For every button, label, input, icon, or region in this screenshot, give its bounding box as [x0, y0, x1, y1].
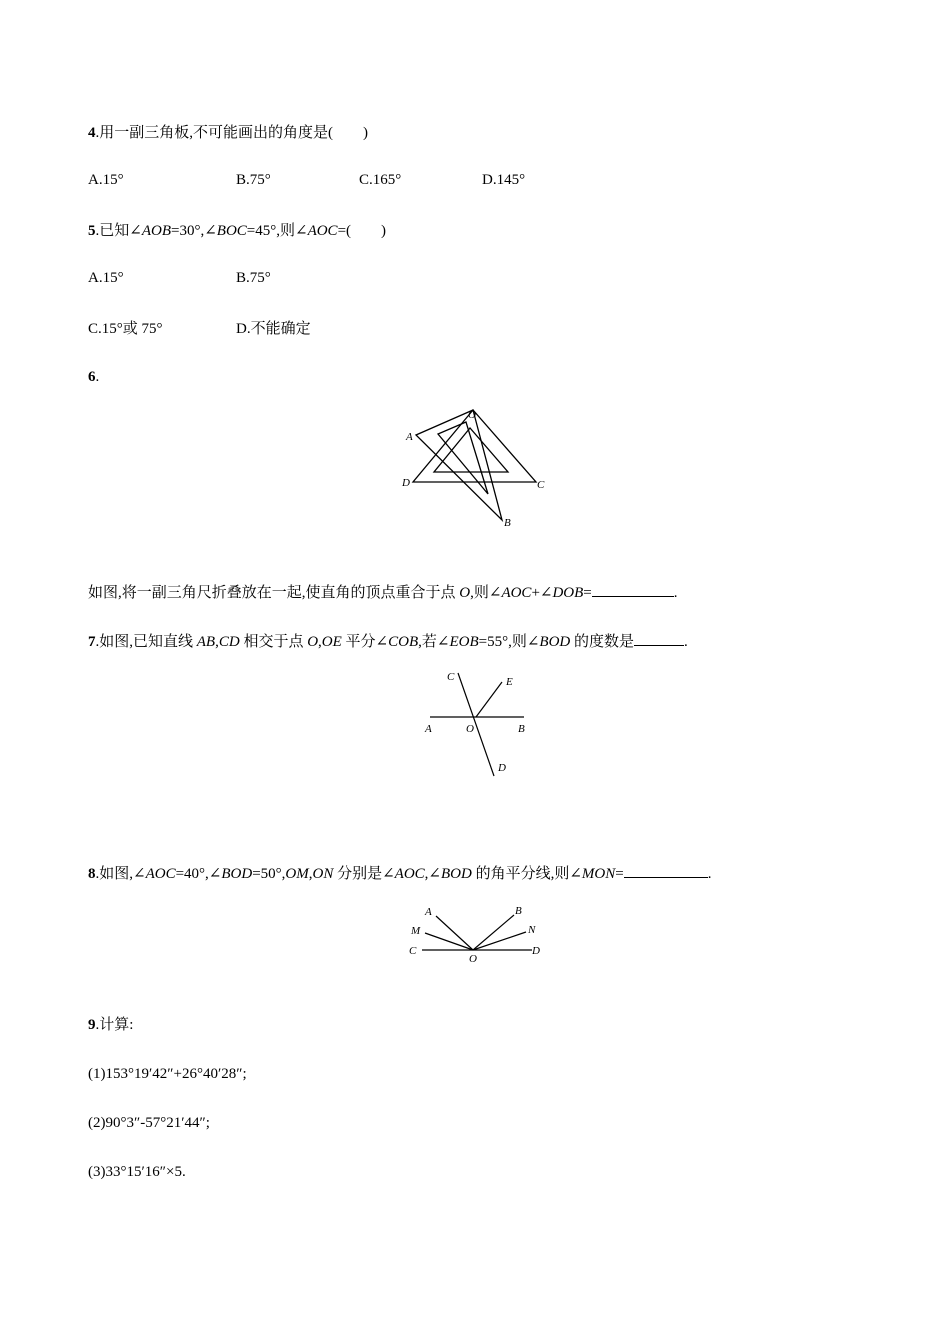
label-a: A — [406, 431, 413, 443]
text: 分别是∠ — [333, 866, 395, 882]
angle-name: BOD — [539, 634, 571, 650]
label-c: C — [447, 671, 455, 683]
text: , — [215, 634, 219, 650]
text: ,∠ — [424, 866, 441, 882]
angle-name: AOC — [307, 223, 338, 239]
text: +∠ — [531, 585, 553, 601]
question-text: .计算: — [95, 1017, 134, 1033]
question-8 — [88, 863, 711, 884]
text: .已知∠ — [95, 223, 142, 239]
angle-name: BOD — [440, 866, 472, 882]
label-o: O — [469, 953, 477, 965]
question-number: 9 — [88, 1017, 96, 1033]
line-name: CD — [218, 634, 240, 650]
calc-item-3: (3)33°15′16″×5. — [88, 1164, 186, 1180]
angle-name: BOC — [216, 223, 247, 239]
question-4 — [88, 123, 368, 143]
option-a: A.15° — [88, 172, 124, 188]
text: =50°, — [252, 866, 286, 882]
angle-name: BOD — [221, 866, 253, 882]
label-b: B — [518, 723, 525, 735]
triangle-rulers-figure — [398, 402, 558, 532]
angle-name: DOB — [552, 585, 584, 601]
text: =45°,则∠ — [246, 223, 308, 239]
text: 的度数是 — [570, 634, 634, 650]
text: 如图,将一副三角尺折叠放在一起,使直角的顶点重合于点 — [88, 585, 460, 601]
text: = — [615, 866, 624, 882]
text: =40°,∠ — [175, 866, 222, 882]
angle-name: AOC — [501, 585, 532, 601]
question-number: 4 — [88, 125, 96, 141]
text: 相交于点 — [239, 634, 308, 650]
question-6-number — [88, 367, 99, 387]
calc-item-1: (1)153°19′42″+26°40′28″; — [88, 1066, 247, 1082]
angle-name: EOB — [449, 634, 479, 650]
angle-bisectors-figure — [400, 900, 550, 970]
question-6-text — [88, 582, 678, 603]
intersecting-lines-figure — [420, 668, 540, 788]
text: 的角平分线,则∠ — [471, 866, 582, 882]
text: =55°,则∠ — [478, 634, 540, 650]
label-d: D — [532, 945, 540, 957]
label-d: D — [498, 762, 506, 774]
text: . — [707, 866, 712, 882]
angle-name: AOC — [394, 866, 425, 882]
question-number: 7 — [88, 634, 96, 650]
answer-blank — [624, 863, 708, 878]
ray-name: OM — [285, 866, 309, 882]
label-o: O — [466, 723, 474, 735]
answer-blank — [592, 582, 674, 597]
option-c: C.165° — [359, 172, 402, 188]
label-e: E — [506, 676, 513, 688]
angle-name: COB — [388, 634, 419, 650]
label-c: C — [537, 479, 545, 491]
text: . — [95, 369, 100, 385]
angle-name: MON — [581, 866, 616, 882]
text: =30°,∠ — [171, 223, 217, 239]
point-name: O — [459, 585, 471, 601]
point-name: O — [307, 634, 319, 650]
text: 平分∠ — [341, 634, 389, 650]
text: .如图,已知直线 — [95, 634, 197, 650]
text: ,若∠ — [418, 634, 450, 650]
label-c: C — [409, 945, 417, 957]
angle-name: AOB — [141, 223, 171, 239]
option-a: A.15° — [88, 270, 124, 286]
ray-name: OE — [321, 634, 342, 650]
ray-name: ON — [312, 866, 334, 882]
calc-item-2: (2)90°3″-57°21′44″; — [88, 1115, 210, 1131]
option-b: B.75° — [236, 270, 271, 286]
option-d: D.不能确定 — [236, 321, 311, 337]
text: . — [684, 634, 688, 650]
line-name: AB — [196, 634, 216, 650]
label-d: D — [402, 477, 410, 489]
label-a: A — [425, 723, 432, 735]
option-d: D.145° — [482, 172, 526, 188]
text: , — [318, 634, 322, 650]
label-a: A — [425, 906, 432, 918]
question-number: 6 — [88, 369, 96, 385]
text: . — [673, 585, 678, 601]
label-o: O — [468, 409, 476, 421]
angle-name: AOC — [145, 866, 176, 882]
label-b: B — [515, 905, 522, 917]
label-n: N — [528, 924, 536, 936]
option-b: B.75° — [236, 172, 271, 188]
text: =( ) — [337, 223, 387, 239]
text: .如图,∠ — [95, 866, 146, 882]
answer-blank — [634, 631, 684, 646]
text: , — [308, 866, 313, 882]
question-5 — [88, 221, 386, 241]
label-m: M — [411, 925, 421, 937]
question-number: 8 — [88, 866, 96, 882]
option-c: C.15°或 75° — [88, 321, 163, 337]
text: = — [583, 585, 592, 601]
question-7 — [88, 631, 688, 652]
question-number: 5 — [88, 223, 96, 239]
question-9 — [88, 1015, 133, 1035]
label-b: B — [504, 517, 511, 529]
question-text: .用一副三角板,不可能画出的角度是( ) — [95, 125, 368, 141]
text: ,则∠ — [470, 585, 502, 601]
